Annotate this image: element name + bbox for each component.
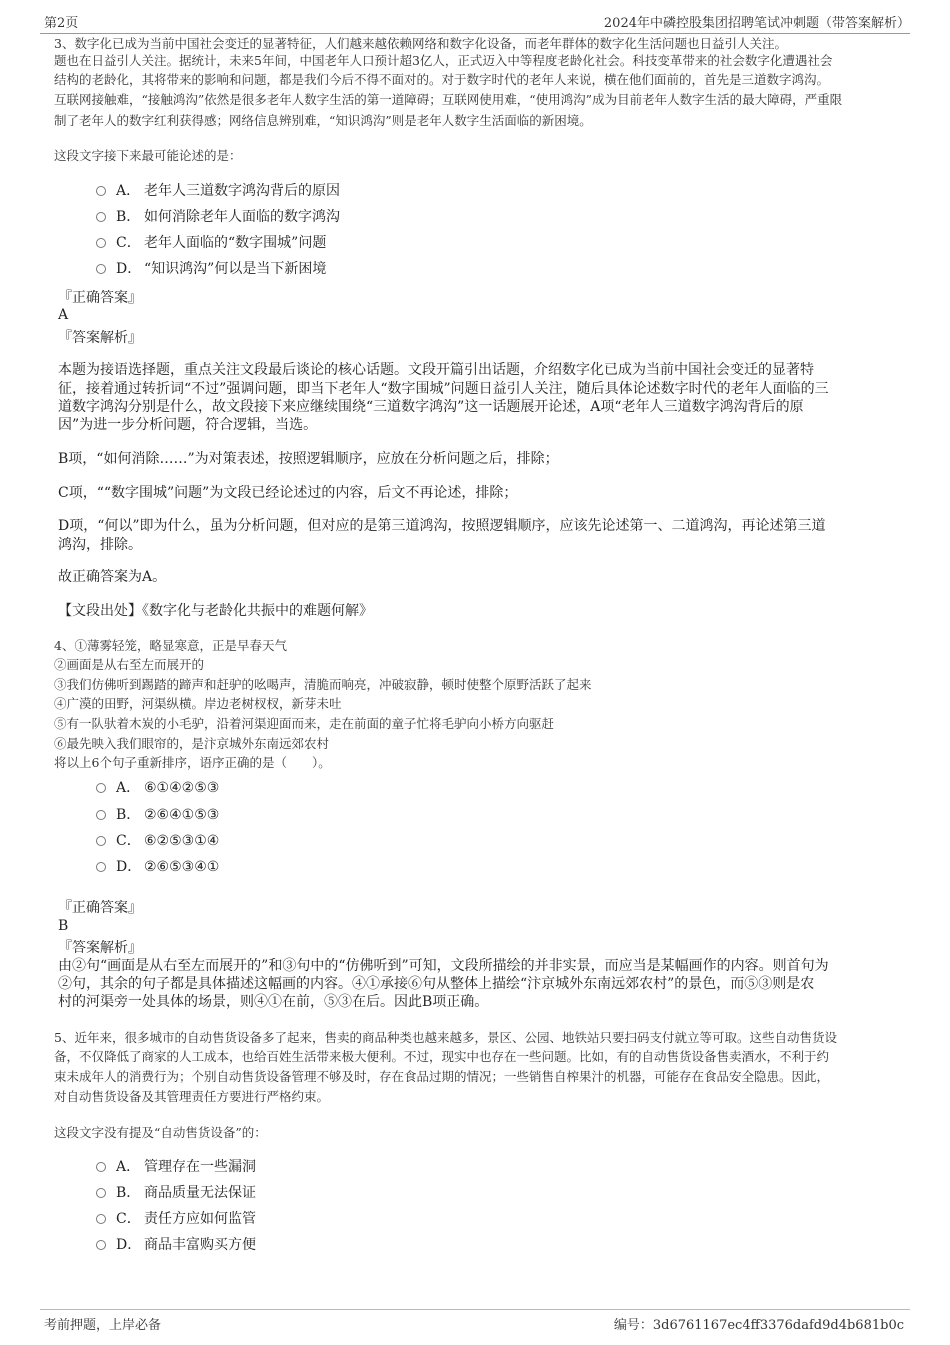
option-text: ②⑥⑤③④①: [144, 859, 220, 875]
q3-question: 这段文字接下来最可能论述的是：: [54, 148, 242, 163]
option-text: “知识鸿沟”何以是当下新困境: [144, 261, 327, 277]
document-title: 2024年中磷控股集团招聘笔试冲刺题（带答案解析）: [603, 16, 910, 31]
q3-passage-line: 制了老年人的数字红利获得感；网络信息辨别难，“知识鸿沟”则是老年人数字生活面临的新困境。: [54, 113, 592, 128]
q5-option-d[interactable]: [96, 1235, 256, 1255]
option-key: C．: [116, 235, 141, 251]
option-text: 责任方应如何监管: [144, 1211, 256, 1227]
radio-icon[interactable]: [96, 212, 106, 222]
q3-analysis-b: B项，“如何消除……”为对策表述，按照逻辑顺序，应放在分析问题之后，排除；: [58, 451, 559, 467]
q4-line: ③我们仿佛听到踢踏的蹄声和赶驴的吆喝声，清脆而响亮，冲破寂静，顿时使整个原野活跃了起来: [54, 677, 592, 692]
q3-analysis-c: C项，““数字围城”问题”为文段已经论述过的内容，后文不再论述，排除；: [58, 485, 518, 501]
option-key: A．: [116, 183, 141, 199]
option-text: 商品丰富购买方便: [144, 1237, 256, 1253]
q4-line: ⑤有一队驮着木炭的小毛驴，沿着河渠迎面而来，走在前面的童子忙将毛驴向小桥方向驱赶: [54, 716, 555, 731]
option-text: ⑥①④②⑤③: [144, 780, 220, 796]
q3-passage-line: 题也在日益引人关注。据统计，未来5年间，中国老年人口预计超3亿人，正式迈入中等程度老龄化社会。科技变革带来的社会数字化遭遇社会: [54, 53, 833, 68]
option-key: C．: [116, 1211, 141, 1227]
q4-analysis-line: ②句，其余的句子都是具体描述这幅画的内容。④①承接⑥句从整体上描绘“汴京城外东南远郊农村”的景色，而⑤③则是农: [58, 976, 815, 992]
q3-analysis-d-line: D项，“何以”即为什么，虽为分析问题，但对应的是第三道鸿沟，按照逻辑顺序，应该先论述第一、二道鸿沟，再论述第三道: [58, 518, 826, 534]
q3-passage-line: 互联网接触难，“接触鸿沟”依然是很多老年人数字生活的第一道障碍；互联网使用难，“使用鸿沟”成为目前老年人数字生活的最大障碍，严重限: [54, 92, 843, 107]
q4-option-d[interactable]: [96, 857, 219, 877]
q3-conclusion: 故正确答案为A。: [58, 569, 167, 585]
radio-icon[interactable]: [96, 1240, 106, 1250]
option-text: 商品质量无法保证: [144, 1185, 256, 1201]
q3-answer: A: [58, 307, 69, 323]
option-text: 老年人三道数字鸿沟背后的原因: [144, 183, 340, 199]
option-key: C．: [116, 833, 141, 849]
q3-passage-line: 结构的老龄化，其将带来的影响和问题，都是我们今后不得不面对的。对于数字时代的老年人来说，横在他们面前的，首先是三道数字鸿沟。: [54, 72, 830, 87]
radio-icon[interactable]: [96, 862, 106, 872]
option-key: A．: [116, 780, 141, 796]
q5-question: 这段文字没有提及“自动售货设备”的：: [54, 1125, 267, 1140]
q3-analysis-line: 本题为接语选择题，重点关注文段最后谈论的核心话题。文段开篇引出话题，介绍数字化已成为当前中国社会变迁的显著特: [58, 362, 814, 378]
q4-line: ⑥最先映入我们眼帘的，是汴京城外东南远郊农村: [54, 736, 330, 751]
q4-analysis-line: 由②句“画面是从右至左而展开的”和③句中的“仿佛听到”可知，文段所描绘的并非实景，而应当是某幅画作的内容。则首句为: [58, 958, 829, 974]
q3-analysis-line: 因”为进一步分析问题，符合逻辑，当选。: [58, 417, 318, 433]
q3-option-d[interactable]: [96, 259, 326, 279]
footer-slogan: 考前押题，上岸必备: [44, 1318, 162, 1333]
radio-icon[interactable]: [96, 1162, 106, 1172]
radio-icon[interactable]: [96, 238, 106, 248]
q4-question: 将以上6个句子重新排序，语序正确的是（ ）。: [54, 755, 331, 770]
q4-option-a[interactable]: [96, 778, 219, 798]
q5-option-b[interactable]: [96, 1183, 256, 1203]
q4-analysis-line: 村的河渠旁一处具体的场景，则④①在前，⑤③在后。因此B项正确。: [58, 994, 489, 1010]
q3-analysis-line: 征，接着通过转折词“不过”强调问题，即当下老年人“数字围城”问题日益引人关注，随后具体论述数字时代的老年人面临的三: [58, 381, 829, 397]
radio-icon[interactable]: [96, 264, 106, 274]
q4-answer-label: 『正确答案』: [58, 900, 142, 916]
q5-passage-line: 束未成年人的消费行为；个别自动售货设备管理不够及时，存在食品过期的情况；一些销售自榨果汁的机器，可能存在食品安全隐患。因此，: [54, 1069, 830, 1084]
radio-icon[interactable]: [96, 1188, 106, 1198]
radio-icon[interactable]: [96, 783, 106, 793]
q5-passage-line: 备，不仅降低了商家的人工成本，也给百姓生活带来极大便利。不过，现实中也存在一些问题。比如，有的自动售货设备售卖酒水，不利于约: [54, 1049, 830, 1064]
q3-option-b[interactable]: [96, 207, 340, 227]
q4-line: 4、①薄雾轻笼，略显寒意，正是早春天气: [54, 638, 287, 653]
q4-option-b[interactable]: [96, 805, 219, 825]
page-number: 第2页: [44, 16, 79, 31]
q4-line: ②画面是从右至左而展开的: [54, 657, 205, 672]
q3-analysis-line: 道数字鸿沟分别是什么，故文段接下来应继续围绕“三道数字鸿沟”这一话题展开论述，A项“老年人三道数字鸿沟背后的原: [58, 399, 804, 415]
q3-cut-line: 3、数字化已成为当前中国社会变迁的显著特征，人们越来越依赖网络和数字化设备，而老年群体的数字化生活问题也日益引人关注。: [54, 36, 787, 51]
option-text: 如何消除老年人面临的数字鸿沟: [144, 209, 340, 225]
option-key: D．: [116, 1237, 142, 1253]
q5-option-c[interactable]: [96, 1209, 256, 1229]
q3-answer-label: 『正确答案』: [58, 290, 142, 306]
q3-source: 【文段出处】《数字化与老龄化共振中的难题何解》: [58, 603, 373, 619]
q3-analysis-label: 『答案解析』: [58, 330, 142, 346]
q5-passage-line: 对自动售货设备及其管理责任方要进行严格约束。: [54, 1089, 330, 1104]
option-key: B．: [116, 807, 141, 823]
document-id: 编号：3d6761167ec4ff3376dafd9d4b681b0c: [613, 1318, 904, 1333]
q5-passage-line: 5、近年来，很多城市的自动售货设备多了起来，售卖的商品种类也越来越多，景区、公园、地铁站只要扫码支付就立等可取。这些自动售货设: [54, 1030, 837, 1045]
radio-icon[interactable]: [96, 186, 106, 196]
q4-answer: B: [58, 918, 69, 934]
option-key: B．: [116, 1185, 141, 1201]
option-text: ⑥②⑤③①④: [144, 833, 220, 849]
q4-line: ④广漠的田野，河渠纵横。岸边老树杈杈，新芽未吐: [54, 696, 342, 711]
radio-icon[interactable]: [96, 1214, 106, 1224]
option-key: D．: [116, 261, 142, 277]
option-text: ②⑥④①⑤③: [144, 807, 220, 823]
q4-analysis-label: 『答案解析』: [58, 940, 142, 956]
option-text: 管理存在一些漏洞: [144, 1159, 256, 1175]
radio-icon[interactable]: [96, 836, 106, 846]
q5-option-a[interactable]: [96, 1157, 256, 1177]
option-key: D．: [116, 859, 142, 875]
q4-option-c[interactable]: [96, 831, 219, 851]
q3-analysis-d-line: 鸿沟，排除。: [58, 537, 142, 553]
radio-icon[interactable]: [96, 810, 106, 820]
option-key: A．: [116, 1159, 141, 1175]
option-text: 老年人面临的“数字围城”问题: [144, 235, 327, 251]
footer-divider: [40, 1309, 910, 1310]
option-key: B．: [116, 209, 141, 225]
q3-option-a[interactable]: [96, 181, 340, 201]
q3-option-c[interactable]: [96, 233, 326, 253]
